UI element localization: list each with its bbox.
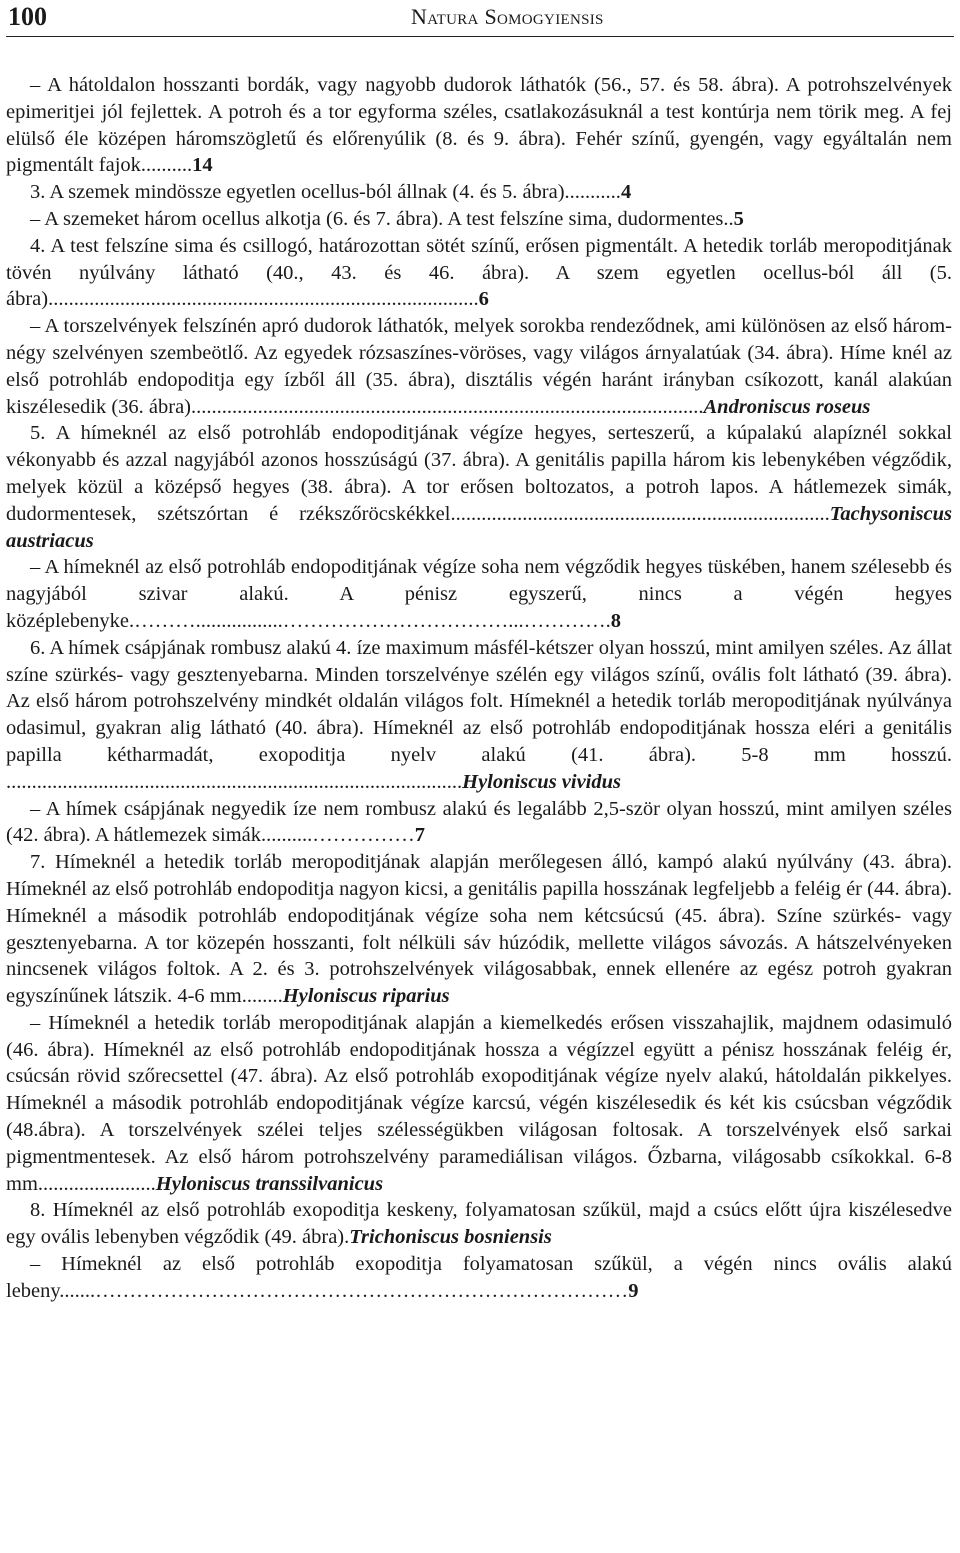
species-name: Androniscus roseus	[703, 395, 871, 418]
key-paragraph: – A hímeknél az első potrohláb endopoditjának végíze soha nem végződik hegyes tüskében, hanem szélesebb és nagyjából szivar alakú. A pénisz egyszerű, nincs a végén hegyes középlebenyke.……….................……………………………...………….8	[6, 556, 952, 632]
key-paragraph: 3. A szemek mindössze egyetlen ocellus-ból állnak (4. és 5. ábra)...........4	[30, 181, 632, 204]
lead-number: 7	[414, 824, 426, 847]
lead-number: 9	[628, 1279, 639, 1302]
key-paragraph: – A hátoldalon hosszanti bordák, vagy nagyobb dudorok láthatók (56., 57. és 58. ábra). A potrohszelvények epimeritjei jól fejlettek. A potroh és a tor egyforma széles, csatlakozásuknál a test kontúrja nem törik meg. A fej elülső éle középen háromszögletű és előrenyúlik (8. és 9. ábra). Fehér színű, gyengén, vagy egyáltalán nem pigmentált fajok..........14	[6, 74, 952, 177]
journal-title: Natura Somogyiensis	[411, 4, 604, 29]
key-paragraph: 7. Hímeknél a hetedik torláb meropoditjának alapján merőlegesen álló, kampó alakú nyúlvány (43. ábra). Hímeknél az első potrohláb endopoditja nagyon kicsi, a genitális papilla hosszának legfeljebb a feléig ér (44. ábra). Hímeknél a második potrohláb endopoditjának végíze soha nem kétcsúcsú (45. ábra). Színe szürkés- vagy gesztenyebarna. A tor közepén hosszanti, folt nélküli sáv húzódik, mellette világos sávozás. A hátszelvényeken nincsenek világos foltok. A 2. és 3. potrohszelvények világosabbak, ennek ellenére az egész potroh gyakran egyszínűnek látszik. 4-6 mm........Hyloniscus riparius	[6, 851, 952, 1008]
lead-number: 8	[610, 609, 621, 632]
key-paragraph: – A torszelvények felszínén apró dudorok láthatók, melyek sorokba rendeződnek, ami különösen az első három-négy szelvényen szembeötlő. Az egyedek rózsaszínes-vöröses, vagy világos árnyalatúak (34. ábra). Híme knél az első potrohláb endopoditja egy ízből áll (35. ábra), disztális végén haránt irányban csíkozott, kanál alakúan kiszélesedik (36. ábra)....................................................................................................Androniscus roseus	[6, 315, 952, 418]
page-number: 100	[8, 2, 47, 31]
species-name: Hyloniscus vividus	[462, 770, 622, 793]
key-paragraph: 8. Hímeknél az első potrohláb exopoditja keskeny, folyamatosan szűkül, majd a csúcs előtt újra kiszélesedve egy ovális lebenyben végződik (49. ábra).Trichoniscus bosniensis	[6, 1199, 952, 1249]
key-text	[6, 72, 952, 1305]
lead-number: 5	[733, 207, 744, 230]
species-name: Hyloniscus riparius	[282, 985, 450, 1008]
species-name: Hyloniscus transsilvanicus	[155, 1172, 384, 1195]
species-name: Trichoniscus bosniensis	[349, 1226, 552, 1249]
key-paragraph: – A szemeket három ocellus alkotja (6. és 7. ábra). A test felszíne sima, dudormentes..5	[30, 207, 744, 230]
species-name: Tachysoniscus austriacus	[6, 502, 952, 552]
lead-number: 6	[478, 288, 489, 311]
lead-number: 14	[192, 154, 213, 177]
key-paragraph: – Hímeknél az első potrohláb exopoditja folyamatosan szűkül, a végén nincs ovális alakú lebeny.......……………………………………………………………………9	[6, 1253, 952, 1302]
key-paragraph: 4. A test felszíne sima és csillogó, határozottan sötét színű, erősen pigmentált. A hetedik torláb meropoditjának tövén nyúlvány látható (40., 43. és 46. ábra). A szem egyetlen ocellus-ból áll (5. ábra)....................................................................................6	[6, 234, 952, 311]
lead-number: 4	[620, 181, 632, 204]
page-header	[6, 0, 954, 37]
key-paragraph: – Hímeknél a hetedik torláb meropoditjának alapján a kiemelkedés erősen visszahajlik, majdnem odasimuló (46. ábra). Hímeknél az első potrohláb endopoditjának hossza a végízzel együtt a pénisz hosszának feléig ér, csúcsán rövid szőrecsettel (47. ábra). Az első potrohláb exopoditjának végíze nyelv alakú, hátoldalán pikkelyes. Hímeknél a második potrohláb endopoditjának végíze karcsú, végén kiszélesedik és két kis csúcsban végződik (48.ábra). A torszelvények szélei teljes szélességükben világosan foltosak. A torszelvények első sarkai pigmentmentesek. Az első három potrohszelvény paramediálisan világos. Őzbarna, világosabb csíkokkal. 6-8 mm.......................Hyloniscus transsilvanicus	[6, 1011, 952, 1195]
key-paragraph: 6. A hímek csápjának rombusz alakú 4. íze maximum másfél-kétszer olyan hosszú, mint amilyen széles. Az állat színe szürkés- vagy gesztenyebarna. Minden torszelvénye szélén egy világos színű, ovális folt látható (39. ábra). Az első három potrohszelvény mindkét oldalán világos folt. Hímeknél a hetedik torláb meropoditjának nyúlványa odasimul, gyakran alig látható (40. ábra). Hímeknél az első potrohláb endopoditjának hossza eléri a genitális papilla kétharmadát, exopoditja nyelv alakú (41. ábra). 5-8 mm hosszú. .........................................................................................Hyloniscus vividus	[6, 636, 952, 793]
key-paragraph: 5. A hímeknél az első potrohláb endopoditjának végíze hegyes, serteszerű, a kúpalakú alapíznél sokkal vékonyabb és azzal nagyjából azonos hosszúságú (37. ábra). A genitális papilla három kis lebenykében végződik, melyek közül a középső hegyes (38. ábra). A tor erősen boltozatos, a potroh lapos. A hátlemezek simák, dudormentesek, szétszórtan é rzékszőröcskékkel..........................................................................Tachysoniscus austriacus	[6, 422, 952, 552]
key-paragraph: – A hímek csápjának negyedik íze nem rombusz alakú és legalább 2,5-ször olyan hosszú, mint amilyen széles (42. ábra). A hátlemezek simák..........……………7	[6, 797, 952, 847]
